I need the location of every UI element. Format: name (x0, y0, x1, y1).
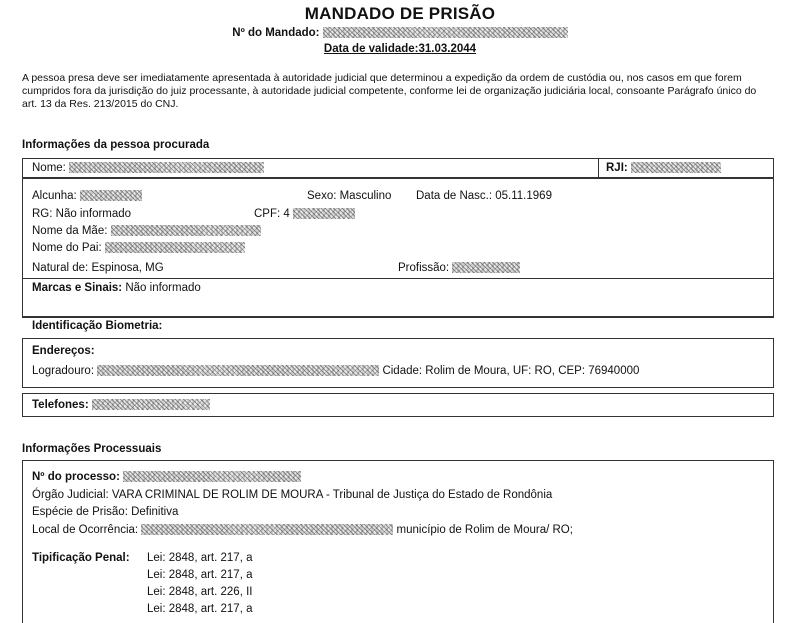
redacted-nome (69, 162, 264, 173)
lei-item-4: Lei: 2848, art. 217, a (147, 603, 253, 615)
redacted-pai (105, 242, 245, 253)
sexo-field: Sexo: Masculino (307, 190, 392, 202)
mae-field (32, 225, 261, 237)
marcas-label: Marcas e Sinais: (32, 282, 123, 294)
redacted-alcunha (80, 190, 142, 201)
validity-date (0, 43, 800, 55)
nome-field (32, 162, 264, 174)
redacted-rji (631, 162, 721, 173)
alcunha-label: Alcunha: (32, 190, 77, 202)
profissao-field (398, 262, 520, 274)
redacted-cpf (293, 208, 355, 219)
document-title: MANDADO DE PRISÃO (304, 4, 496, 23)
marcas-value: Não informado (125, 282, 201, 294)
mae-label: Nome da Mãe: (32, 225, 108, 237)
tipificacao-label: Tipificação Penal: (32, 552, 130, 564)
especie-field: Espécie de Prisão: Definitiva (32, 506, 179, 518)
redacted-mandado (323, 27, 568, 38)
validity-date-text: Data de validade:31.03.2044 (323, 43, 477, 55)
divider-biometria (22, 316, 774, 317)
redacted-logradouro (97, 365, 379, 376)
logradouro-field (32, 365, 639, 377)
enderecos-label: Endereços: (32, 345, 95, 357)
marcas-field (32, 282, 201, 294)
alcunha-field (32, 190, 142, 202)
natural-field: Natural de: Espinosa, MG (32, 262, 164, 274)
enderecos-box (22, 338, 774, 388)
pai-field (32, 242, 245, 254)
nome-label: Nome: (32, 162, 66, 174)
processo-numero-field (32, 471, 301, 483)
cpf-field (254, 208, 355, 220)
lei-item-1: Lei: 2848, art. 217, a (147, 552, 253, 564)
redacted-mae (111, 225, 261, 236)
section-title-processo: Informações Processuais (22, 443, 162, 455)
mandado-number (0, 27, 800, 39)
redacted-processo-numero (123, 471, 301, 482)
redacted-telefones (92, 399, 210, 410)
lei-item-2: Lei: 2848, art. 217, a (147, 569, 253, 581)
processo-numero-label: Nº do processo: (32, 471, 120, 483)
biometria-label: Identificação Biometria: (32, 320, 163, 332)
local-suffix: município de Rolim de Moura/ RO; (396, 524, 573, 536)
lei-item-3: Lei: 2848, art. 226, II (147, 586, 253, 598)
cidade-text: Cidade: Rolim de Moura, UF: RO, CEP: 76940000 (382, 365, 640, 377)
redacted-local (141, 524, 393, 535)
profissao-label: Profissão: (398, 262, 450, 274)
logradouro-label: Logradouro: (32, 365, 95, 377)
local-field (32, 524, 573, 536)
rg-field: RG: Não informado (32, 208, 132, 220)
rji-label: RJI: (606, 162, 628, 174)
intro-paragraph: A pessoa presa deve ser imediatamente apresentada à autoridade judicial que determinou a expedição da ordem de custódia ou, nos casos em que forem cumpridos fora da jurisdição do juiz processante, à autoridade judicial competente, conforme lei de organização judiciária local, consoante Parágrafo único do art. 13 da Res. 213/2015 do CNJ. (22, 72, 757, 110)
telefones-label: Telefones: (32, 399, 89, 411)
nome-rji-divider (598, 158, 599, 178)
cpf-label: CPF: (254, 208, 281, 220)
processo-box (22, 460, 774, 623)
mandado-label: Nº do Mandado: (232, 27, 320, 39)
pai-label: Nome do Pai: (32, 242, 102, 254)
orgao-field: Órgão Judicial: VARA CRIMINAL DE ROLIM DE MOURA - Tribunal de Justiça do Estado de Rondônia (32, 489, 553, 501)
local-label: Local de Ocorrência: (32, 524, 139, 536)
redacted-profissao (452, 262, 520, 273)
cpf-visible-digit: 4 (283, 208, 290, 220)
telefones-field (32, 399, 210, 411)
rji-field (606, 162, 721, 174)
nasc-field: Data de Nasc.: 05.11.1969 (416, 190, 552, 202)
divider-marcas (22, 278, 774, 279)
section-title-pessoa: Informações da pessoa procurada (22, 139, 210, 151)
